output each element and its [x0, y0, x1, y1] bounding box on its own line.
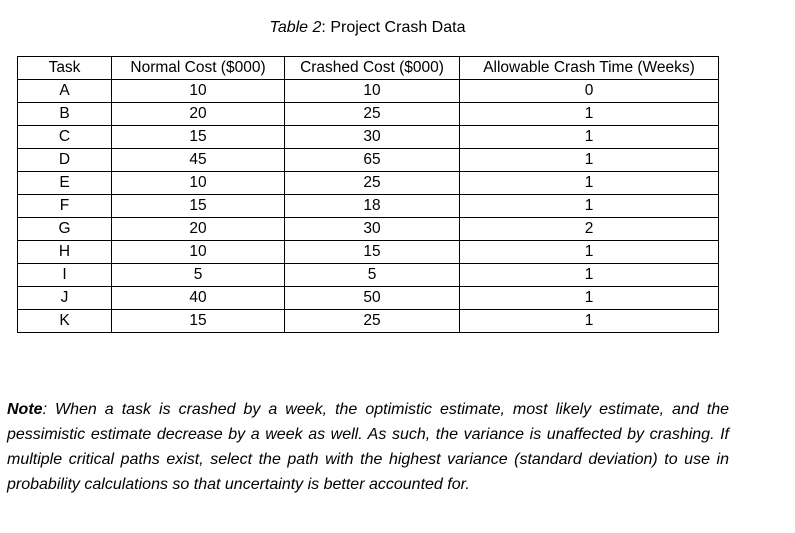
- cell-crashed-cost: 25: [285, 310, 460, 333]
- cell-crashed-cost: 65: [285, 149, 460, 172]
- cell-allowable-crash-time: 1: [460, 126, 719, 149]
- table-row: [18, 126, 719, 149]
- cell-normal-cost: 15: [112, 195, 285, 218]
- cell-normal-cost: 20: [112, 103, 285, 126]
- table-row: [18, 241, 719, 264]
- cell-normal-cost: 10: [112, 241, 285, 264]
- cell-allowable-crash-time: 1: [460, 172, 719, 195]
- note-paragraph: [7, 397, 729, 497]
- table-row: [18, 195, 719, 218]
- cell-allowable-crash-time: 1: [460, 195, 719, 218]
- note-label: Note: [7, 401, 43, 418]
- cell-normal-cost: 15: [112, 126, 285, 149]
- header-crashed-cost: Crashed Cost ($000): [285, 57, 460, 80]
- cell-normal-cost: 10: [112, 80, 285, 103]
- cell-task: A: [18, 80, 112, 103]
- cell-allowable-crash-time: 1: [460, 287, 719, 310]
- caption-label: Table 2: [269, 19, 322, 36]
- cell-crashed-cost: 30: [285, 126, 460, 149]
- table-row: [18, 218, 719, 241]
- cell-task: G: [18, 218, 112, 241]
- cell-allowable-crash-time: 1: [460, 241, 719, 264]
- cell-normal-cost: 5: [112, 264, 285, 287]
- cell-crashed-cost: 30: [285, 218, 460, 241]
- cell-allowable-crash-time: 1: [460, 103, 719, 126]
- crash-data-table: [17, 56, 719, 333]
- cell-allowable-crash-time: 1: [460, 149, 719, 172]
- cell-crashed-cost: 10: [285, 80, 460, 103]
- note-text: : When a task is crashed by a week, the optimistic estimate, most likely estimate, and the pessimistic estimate decrease by a week as well. As such, the variance is unaffected by crashing. If multiple critical paths exist, select the path with the highest variance (standard deviation) to use in probability calculations so that uncertainty is better accounted for.: [7, 401, 729, 493]
- header-normal-cost: Normal Cost ($000): [112, 57, 285, 80]
- cell-crashed-cost: 5: [285, 264, 460, 287]
- table-row: [18, 172, 719, 195]
- cell-allowable-crash-time: 0: [460, 80, 719, 103]
- cell-task: F: [18, 195, 112, 218]
- cell-allowable-crash-time: 1: [460, 264, 719, 287]
- cell-task: H: [18, 241, 112, 264]
- cell-task: I: [18, 264, 112, 287]
- cell-allowable-crash-time: 1: [460, 310, 719, 333]
- cell-normal-cost: 40: [112, 287, 285, 310]
- table-row: [18, 287, 719, 310]
- cell-allowable-crash-time: 2: [460, 218, 719, 241]
- cell-crashed-cost: 18: [285, 195, 460, 218]
- caption-title: Project Crash Data: [330, 19, 466, 36]
- header-task: Task: [18, 57, 112, 80]
- cell-task: C: [18, 126, 112, 149]
- cell-normal-cost: 45: [112, 149, 285, 172]
- header-allowable-crash-time: Allowable Crash Time (Weeks): [460, 57, 719, 80]
- cell-task: E: [18, 172, 112, 195]
- cell-normal-cost: 15: [112, 310, 285, 333]
- table-row: [18, 264, 719, 287]
- table-row: [18, 310, 719, 333]
- cell-crashed-cost: 25: [285, 103, 460, 126]
- cell-crashed-cost: 50: [285, 287, 460, 310]
- caption-separator: :: [321, 19, 331, 36]
- cell-crashed-cost: 25: [285, 172, 460, 195]
- cell-normal-cost: 20: [112, 218, 285, 241]
- cell-crashed-cost: 15: [285, 241, 460, 264]
- cell-task: D: [18, 149, 112, 172]
- table-row: [18, 149, 719, 172]
- table-row: [18, 103, 719, 126]
- cell-task: J: [18, 287, 112, 310]
- cell-task: B: [18, 103, 112, 126]
- table-row: [18, 80, 719, 103]
- table-caption: [0, 18, 735, 38]
- table-header-row: [18, 57, 719, 80]
- cell-normal-cost: 10: [112, 172, 285, 195]
- cell-task: K: [18, 310, 112, 333]
